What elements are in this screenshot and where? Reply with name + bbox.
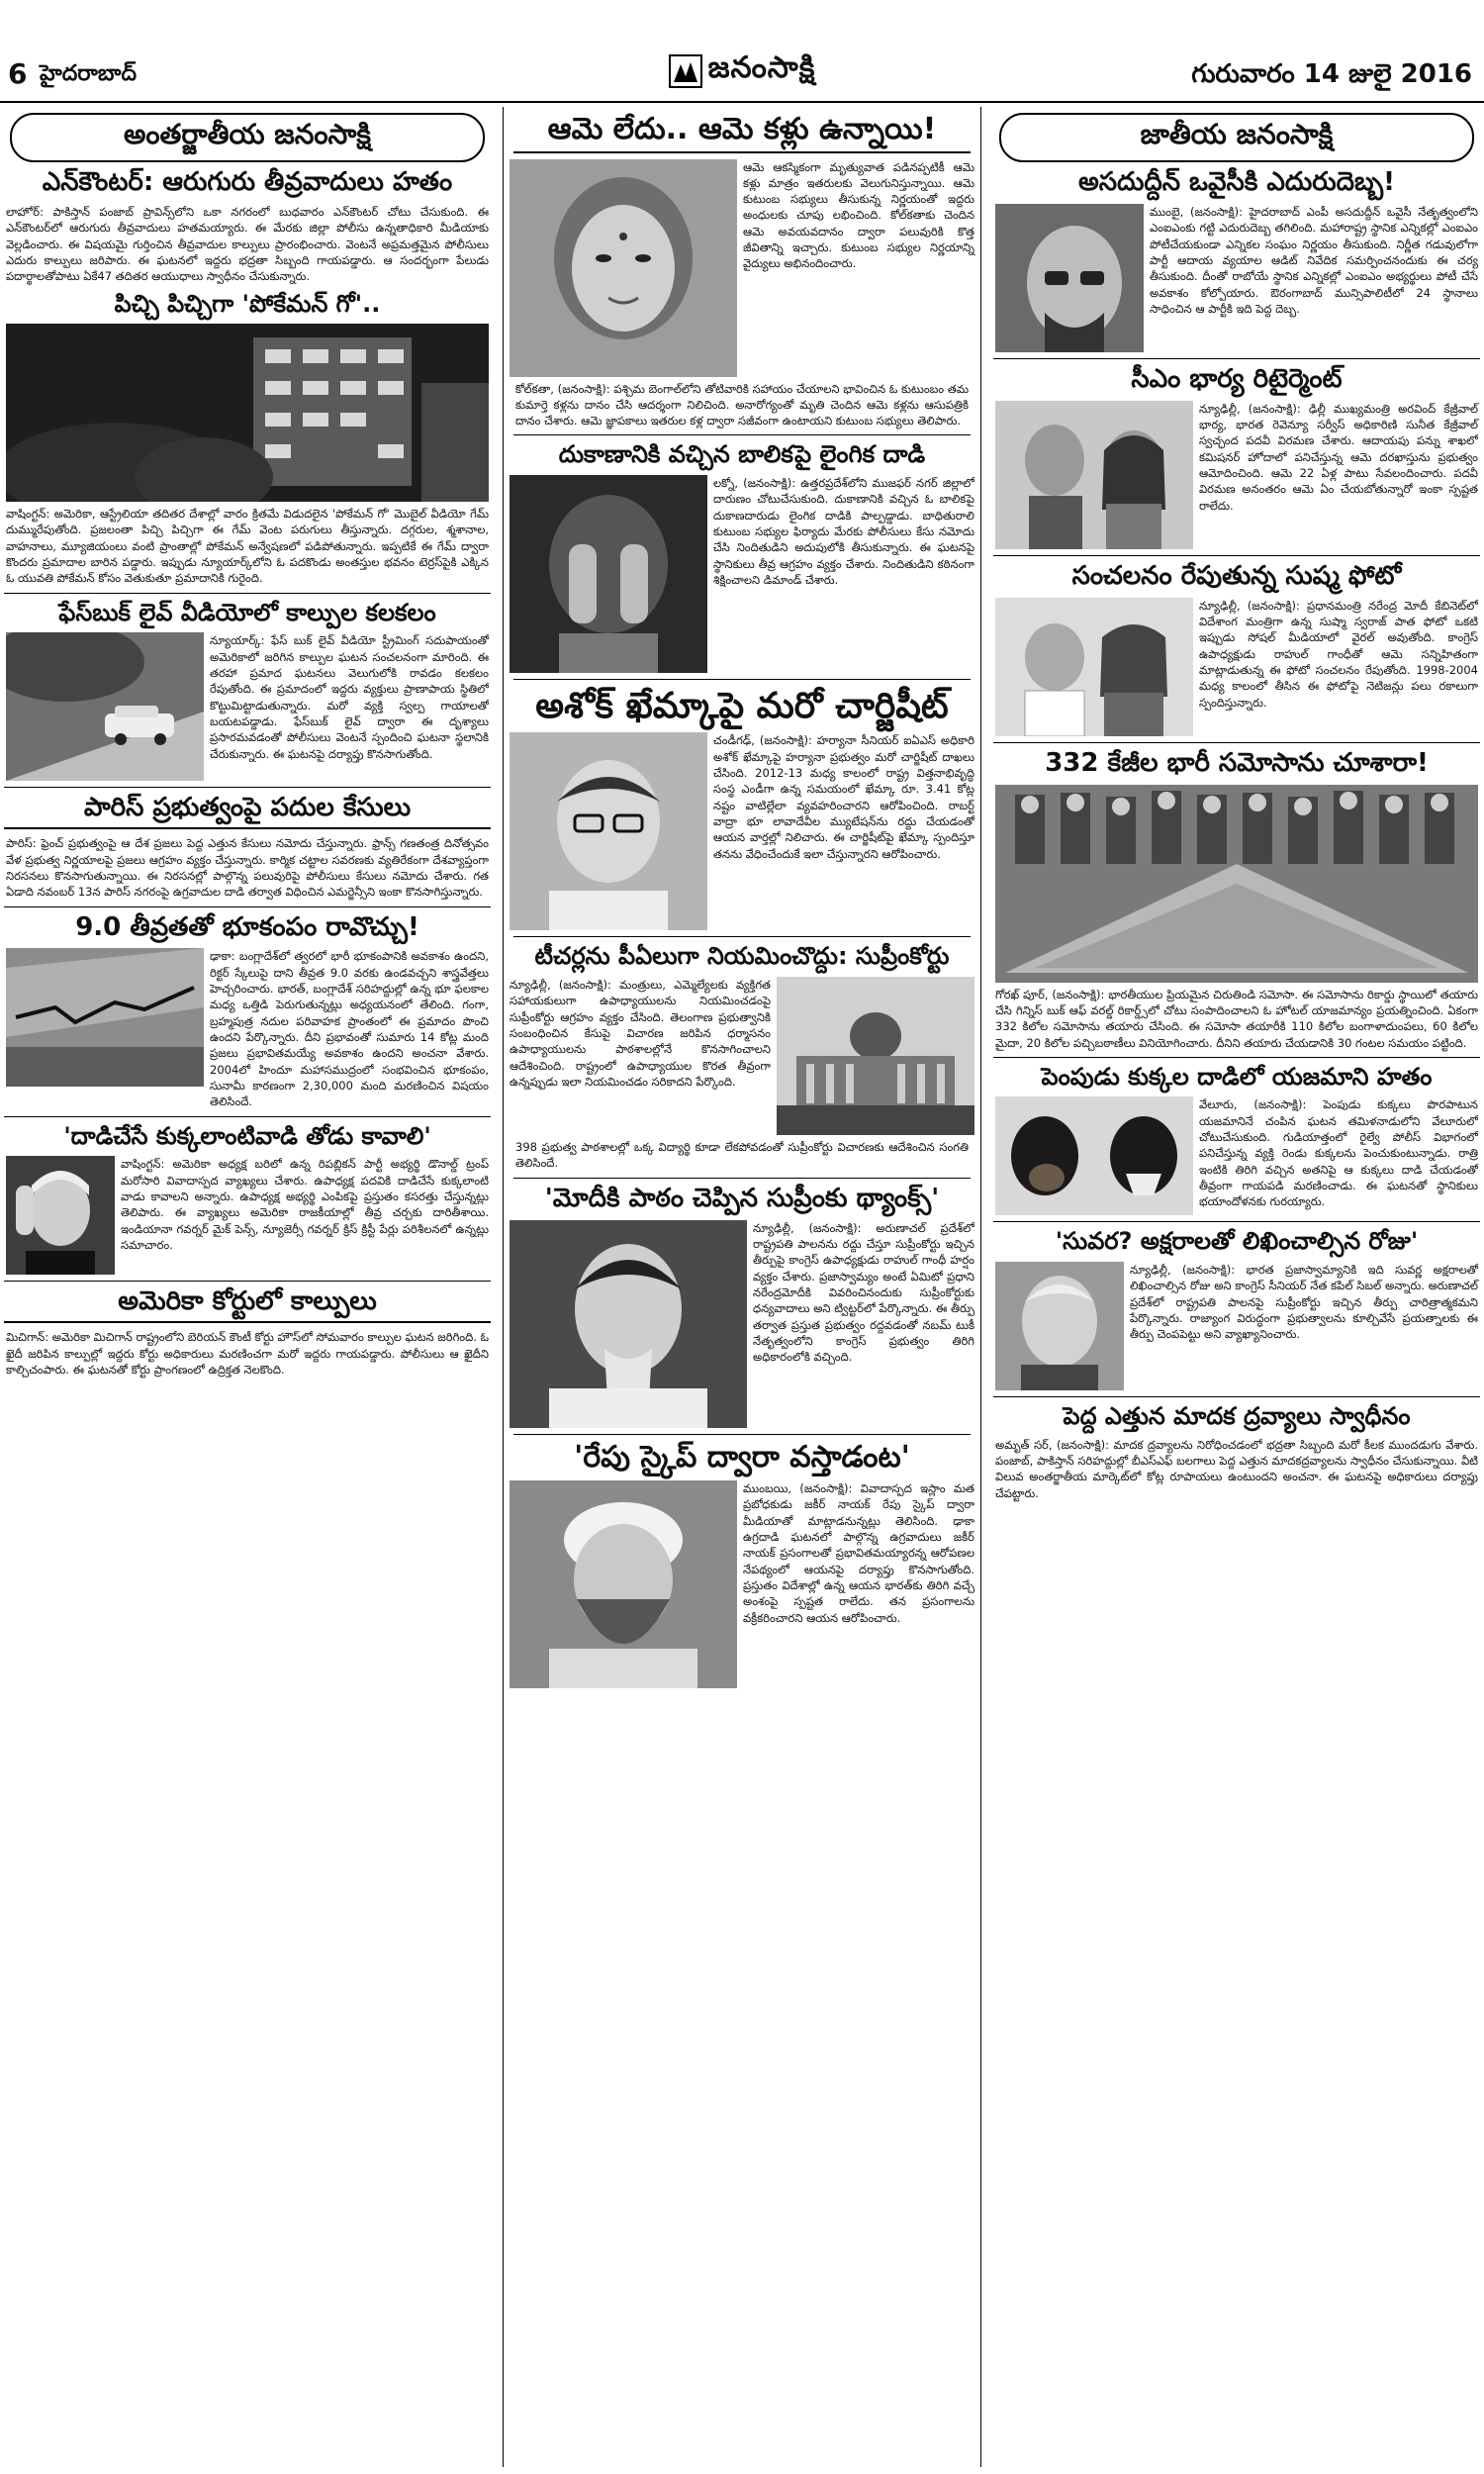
photo-caption: 398 ప్రభుత్వ పాఠశాలల్లో ఒక్క విద్యార్థి కూడా లేకపోవడంతో సుప్రీంకోర్టు విచారణకు ఆదేశించిన సంగతి తెలిసిందే.: [515, 1140, 969, 1171]
article-text: వేలూరు, (జనంసాక్షి): పెంపుడు కుక్కలు పొరపాటున యజమానినే చంపిన ఘటన తమిళనాడులోని వేలూరులో చోటుచేసుకుంది. గుడియాత్తంలో రైల్వే పోలీస్ విభాగంలో పనిచేస్తున్న వ్యక్తి రెండు కుక్కలను పెంచుకుంటున్నాడు. రాత్రి ఇంటికి తిరిగి వచ్చిన అతనిపై ఆ కుక్కలు దాడి చేయడంతో తీవ్రంగా గాయపడి మరణించాడు. ఈ ఘటనతో స్థానికులు భయాందోళనకు గురయ్యారు.: [1199, 1097, 1478, 1209]
article-text: ముంబయి, (జనంసాక్షి): వివాదాస్పద ఇస్లాం మత ప్రబోధకుడు జకీర్ నాయక్ రేపు స్కైప్ ద్వారా మీడియాతో మాట్లాడనున్నట్లు తెలిసింది. ఢాకా ఉగ్రదాడి ఘటనలో పాల్గొన్న ఉగ్రవాదులు జకీర్ నాయక్ ప్రసంగాలతో ప్రభావితమయ్యారన్న ఆరోపణల నేపథ్యంలో ఆయనపై దర్యాప్తు కొనసాగుతోంది. ప్రస్తుతం విదేశాల్లో ఉన్న ఆయన భారత్‌కు తిరిగి వచ్చే అంశంపై స్పష్టత రాలేదు. తన ప్రసంగాలను వక్రీకరించారని ఆయన ఆరోపించారు.: [743, 1481, 974, 1625]
article-text: కోల్‌కతా, (జనంసాక్షి): పశ్చిమ బెంగాల్‌లోని తోటివారికి సహాయం చేయాలని భావించిన ఓ కుటుంబం తమ కుమార్తె కళ్లను దానం చేసి ఆదర్శంగా నిలిచింది. అనారోగ్యంతో మృతి చెందిన ఆమె కళ్లను ఆసుపత్రికి దానం చేశారు. ఆమె జ్ఞాపకాలు ఇతరుల కళ్ల ద్వారా సజీవంగా ఉంటాయని కుటుంబ సభ్యులు తెలిపారు.: [515, 381, 969, 428]
page-number: 6: [8, 57, 28, 90]
building-night-photo: [6, 324, 489, 502]
article-text: న్యూయార్క్: ఫేస్ బుక్ లైవ్ వీడియో స్ట్రీమింగ్ సదుపాయంతో అమెరికాలో జరిగిన కాల్పుల ఘటన సంచలనంగా మారింది. ఈ తరహా ప్రమాద ఘటనలు వెలుగులోకి రావడం కలకలం రేపుతోంది. ఈ ప్రమాదంలో ఇద్దరు వ్యక్తులు ప్రాణాపాయ స్థితిలో కొట్టుమిట్టాడుతున్నారు. మరో వ్యక్తి స్వల్ప గాయాలతో బయటపడ్డాడు. ఫేస్‌బుక్ లైవ్ ద్వారా ఈ దృశ్యాలు ప్రసారమవడంతో పోలీసులు వెంటనే స్పందించి ఘటనా స్థలానికి చేరుకున్నారు. ఈ ఘటనపై దర్యాప్తు కొనసాగుతోంది.: [210, 633, 489, 761]
rahul-gandhi-photo: [510, 1220, 747, 1428]
police-car-photo: [6, 632, 204, 781]
logo-emblem-icon: [669, 54, 702, 88]
article-headline: ఎన్‌కౌంటర్: ఆరుగురు తీవ్రవాదులు హతం: [42, 167, 453, 197]
article-headline: 332 కేజీల భారీ సమోసాను చూశారా!: [1045, 747, 1429, 778]
article-text: లాహోర్: పాకిస్తాన్ పంజాబ్ ప్రావిన్స్‌లోని ఒకా నగరంలో బుధవారం ఎన్‌కౌంటర్ చోటు చేసుకుంది. ఈ ఎన్‌కౌంటర్‌లో ఆరుగురు తీవ్రవాదులు హతమయ్యారు. ఈ మేరకు జిల్లా పోలీసు ఉన్నతాధికారి మీడియాకు వెల్లడించారు. ఈ విషయమై గుర్తించిన తీవ్రవాదుల కాల్పులు ప్రారంభించారు. వెంటనే అప్రమత్తమైన పోలీసులు ఎదురు కాల్పులు జరిపారు. ఈ ఘటనలో ఇద్దరు భద్రతా సిబ్బంది గాయపడ్డారు. ఆ సందర్భంగా పేలుడు పదార్థాలతోపాటు ఏకే47 తదితర ఆయుధాలు స్వాధీనం చేసుకున్నారు.: [6, 204, 489, 284]
article-headline: 'మోదీకి పాఠం చెప్పిన సుప్రీంకు థ్యాంక్స్': [544, 1183, 940, 1213]
article-headline: పెంపుడు కుక్కల దాడిలో యజమాని హతం: [1041, 1062, 1433, 1091]
cracked-road-photo: [6, 948, 204, 1087]
article-text: న్యూఢిల్లీ, (జనంసాక్షి): అరుణాచల్ ప్రదేశ్‌లో రాష్ట్రపతి పాలనను రద్దు చేస్తూ సుప్రీంకోర్టు ఇచ్చిన తీర్పుపై కాంగ్రెస్ ఉపాధ్యక్షుడు రాహుల్ గాంధీ హర్షం వ్యక్తం చేశారు. ప్రజాస్వామ్యం అంటే ఏమిటో ప్రధాని నరేంద్రమోదీకి వివరించినందుకు సుప్రీంకోర్టుకు ధన్యవాదాలు అని ట్విట్టర్‌లో పేర్కొన్నారు. ఈ తీర్పు తర్వాత ప్రస్తుత ప్రభుత్వం రద్దవడంతో నబమ్ టుకీ నేతృత్వంలోని కాంగ్రెస్ ప్రభుత్వం తిరిగి అధికారంలోకి వచ్చింది.: [753, 1220, 974, 1365]
article-headline: పారిస్ ప్రభుత్వంపై పదుల కేసులు: [4, 794, 491, 829]
zakir-naik-photo: [510, 1480, 737, 1688]
woman-portrait-photo: [510, 159, 737, 377]
article-text: చండీగఢ్, (జనంసాక్షి): హర్యానా సీనియర్ ఐఏఎస్ అధికారి అశోక్ ఖేమ్కాపై హర్యానా ప్రభుత్వం మరో చార్జిషీట్ దాఖలు చేసింది. 2012-13 మధ్య కాలంలో రాష్ట్ర విత్తనాభివృద్ధి సంస్థ ఎండీగా ఉన్న సమయంలో ఖేమ్కా రూ. 3.41 కోట్ల నష్టం వాటిల్లేలా వ్యవహరించారని ఆరోపించింది. రాబర్ట్ వాద్రా భూ లావాదేవీల మ్యుటేషన్‌ను రద్దు చేయడంతో ఆయన వార్తల్లో నిలిచారు. ఈ చార్జిషీట్‌పై ఖేమ్కా స్పందిస్తూ తనను వేధించేందుకే ఇలా చేస్తున్నారని ఆరోపించారు.: [713, 733, 974, 861]
trump-photo: [6, 1156, 115, 1275]
giant-samosa-photo: [995, 785, 1478, 983]
national-column: [989, 107, 1484, 2467]
article-headline: అసదుద్దీన్ ఒవైసీకి ఎదురుదెబ్బ!: [1077, 167, 1396, 197]
kapil-sibal-photo: [995, 1262, 1124, 1390]
article-text: న్యూఢిల్లీ, (జనంసాక్షి): ఢిల్లీ ముఖ్యమంత్రి అరవింద్ కేజ్రీవాల్ భార్య, భారత రెవెన్యూ సర్వీస్ అధికారిణి సునీత కేజ్రీవాల్ స్వచ్ఛంద పదవీ విరమణ చేశారు. ఆదాయపు పన్ను శాఖలో కమిషనర్ హోదాలో పనిచేస్తున్న ఆమె దరఖాస్తును ప్రభుత్వం ఆమోదించింది. ఆమె 22 ఏళ్ల పాటు సేవలందించారు. పదవీ విరమణ అనంతరం ఆమె ఏం చేయబోతున్నారో ఇంకా స్పష్టత రాలేదు.: [1199, 401, 1478, 513]
international-column: [0, 107, 495, 2467]
distressed-girl-photo: [510, 475, 707, 673]
article-text: గోరఖ్ పూర్, (జనంసాక్షి): భారతీయుల ప్రియమైన చిరుతిండి సమోసా. ఈ సమోసాను రికార్డు స్థాయిలో తయారు చేసి గిన్నిస్ బుక్ ఆఫ్ వరల్డ్ రికార్డ్స్‌లో చోటు సంపాదించాలని ఓ హోటల్ యాజమాన్యం ప్రయత్నించింది. ఏకంగా 332 కిలోల సమోసాను తయారు చేసింది. ఈ సమోసా తయారీకి 110 కిలోల బంగాళాదుంపలు, 60 కిలోల మైదా, 20 కిలోల పచ్చిబఠాణీలు వినియోగించారు. దీనిని తయారు చేయడానికి 30 గంటల సమయం పట్టింది.: [995, 987, 1478, 1050]
article-headline: పిచ్చి పిచ్చిగా 'పోకేమన్ గో'..: [114, 289, 381, 318]
article-text: ముంబై, (జనంసాక్షి): హైదరాబాద్ ఎంపీ అసదుద్దీన్ ఒవైసీ నేతృత్వంలోని ఎంఐఎంకు గట్టి ఎదురుదెబ్బ తగిలింది. మహారాష్ట్ర స్థానిక ఎన్నికల్లో ఎంఐఎం పోటీచేయకుండా ఎన్నికల సంఘం నిర్ణయం తీసుకుంది. నిర్ణీత గడువులోగా పార్టీ ఆదాయ వ్యయాల ఆడిట్ నివేదిక సమర్పించనందుకు ఈ చర్య తీసుకుంది. దీంతో రాబోయే స్థానిక ఎన్నికల్లో ఎంఐఎం అభ్యర్థులు పోటీ చేసే అవకాశం కోల్పోయారు. ఔరంగాబాద్ మున్సిపాలిటీలో 24 స్థానాలు సాధించిన ఆ పార్టీకి ఇది పెద్ద దెబ్బ.: [1150, 204, 1478, 316]
khemka-portrait-photo: [510, 732, 707, 930]
article-headline: 'దాడిచేసే కుక్కలాంటివాడి తోడు కావాలి': [63, 1121, 431, 1150]
article-text: లక్నో, (జనంసాక్షి): ఉత్తరప్రదేశ్‌లోని ముజఫర్ నగర్ జిల్లాలో దారుణం చోటుచేసుకుంది. దుకాణానికి వచ్చిన ఓ బాలికపై దుకాణదారుడు లైంగిక దాడికి పాల్పడ్డాడు. బాధితురాలి కుటుంబ సభ్యుల ఫిర్యాదు మేరకు పోలీసులు కేసు నమోదు చేసి నిందితుడిని అదుపులోకి తీసుకున్నారు. ఈ ఘటనపై స్థానికులు తీవ్ర ఆగ్రహం వ్యక్తం చేశారు. నిందితుడిని కఠినంగా శిక్షించాలని డిమాండ్ చేశారు.: [713, 476, 974, 588]
article-headline: సీఎం భార్య రిటైర్మెంట్: [1131, 363, 1343, 394]
article-headline: అశోక్ ఖేమ్కాపై మరో చార్జిషీట్: [535, 686, 949, 727]
article-headline: 'రేపు స్కైప్ ద్వారా వస్తాడంట': [574, 1439, 910, 1475]
article-text: పారిస్: ఫ్రెంచ్ ప్రభుత్వంపై ఆ దేశ ప్రజలు పెద్ద ఎత్తున కేసులు నమోదు చేస్తున్నారు. ఫ్రాన్స్ గణతంత్ర దినోత్సవం వేళ ప్రభుత్వ నిర్ణయాలపై ప్రజలు ఆగ్రహం వ్యక్తం చేస్తున్నారు. కార్మిక చట్టాల సవరణకు వ్యతిరేకంగా దేశవ్యాప్తంగా నిరసనలు కొనసాగుతున్నాయి. ఈ నిరసనల్లో పాల్గొన్న పలువురిపై పోలీసులు కేసులు నమోదు చేశారు. గత ఏడాది నవంబర్ 13న పారిస్ నగరంపై ఉగ్రవాదుల దాడి తర్వాత విధించిన ఎమర్జెన్సీని ఇంకా కొనసాగిస్తున్నారు.: [6, 836, 489, 900]
article-headline: ఫేస్‌బుక్ లైవ్ వీడియోలో కాల్పుల కలకలం: [58, 598, 436, 626]
owaisi-photo: [995, 204, 1144, 352]
article-headline: 'సువర? అక్షరాలతో లిఖించాల్సిన రోజు': [1055, 1227, 1419, 1256]
article-text: ఆమె ఆకస్మికంగా మృత్యువాత పడినప్పటికీ ఆమె కళ్లు మాత్రం ఇతరులకు వెలుగునిస్తున్నాయి. ఆమె కుటుంబ సభ్యులు తీసుకున్న నిర్ణయంతో ఇద్దరు అంధులకు చూపు లభించింది. కోల్‌కతాకు చెందిన ఆమె అవయవదానం ద్వారా పలువురికి కొత్త జీవితాన్ని ఇచ్చారు. కుటుంబ సభ్యుల నిర్ణయాన్ని వైద్యులు అభినందించారు.: [743, 159, 974, 271]
article-headline: సంచలనం రేపుతున్న సుష్మ ఫోటో: [1071, 560, 1402, 591]
kejriwal-couple-photo: [995, 401, 1193, 549]
article-text: న్యూఢిల్లీ, (జనంసాక్షి): మంత్రులు, ఎమ్మెల్యేలకు వ్యక్తిగత సహాయకులుగా ఉపాధ్యాయులను నియమించడంపై సుప్రీంకోర్టు ఆగ్రహం వ్యక్తం చేసింది. తెలంగాణ ప్రభుత్వానికి సంబంధించిన కేసుపై విచారణ జరిపిన ధర్మాసనం ఉపాధ్యాయులను పాఠశాలల్లోనే కొనసాగించాలని ఆదేశించింది. రాష్ట్రంలో ఉపాధ్యాయుల కొరత తీవ్రంగా ఉన్నప్పుడు ఇలా నియమించడం సరికాదని పేర్కొంది.: [510, 978, 771, 1090]
article-headline: ఆమె లేదు.. ఆమె కళ్లు ఉన్నాయి!: [513, 113, 971, 153]
masthead: [0, 0, 1484, 103]
article-headline: అమెరికా కోర్టులో కాల్పులు: [4, 1287, 491, 1323]
article-text: మిచిగాన్: అమెరికా మిచిగాన్ రాష్ట్రంలోని బెరియన్ కౌంటీ కోర్టు హౌస్‌లో సోమవారం కాల్పుల ఘటన జరిగింది. ఓ ఖైదీ జరిపిన కాల్పుల్లో ఇద్దరు కోర్టు అధికారులు మరణించగా మరో ఇద్దరు గాయపడ్డారు. పోలీసులు ఆ ఖైదీని కాల్చిచంపారు. ఈ ఘటనతో కోర్టు ప్రాంగణంలో ఉద్రిక్తత నెలకొంది.: [6, 1330, 489, 1377]
article-headline: టీచర్లను పీఏలుగా నియమించొద్దు: సుప్రీంకోర్టు: [534, 942, 950, 971]
article-text: న్యూఢిల్లీ, (జనంసాక్షి): భారత ప్రజాస్వామ్యానికి ఇది సువర్ణ అక్షరాలతో లిఖించాల్సిన రోజు అని కాంగ్రెస్ సీనియర్ నేత కపిల్ సిబల్ అన్నారు. అరుణాచల్ ప్రదేశ్‌లో రాష్ట్రపతి పాలనపై సుప్రీంకోర్టు ఇచ్చిన తీర్పు చారిత్రాత్మకమని పేర్కొన్నారు. రాజ్యాంగ విరుద్ధంగా ప్రభుత్వాలను కూల్చివేసే ప్రయత్నాలకు ఈ తీర్పు చెంపపెట్టు అని వ్యాఖ్యానించారు.: [1130, 1263, 1478, 1342]
article-text: వాషింగ్టన్: అమెరికా, ఆస్ట్రేలియా తదితర దేశాల్లో వారం క్రితమే విడుదలైన 'పోకేమన్ గో' మొబైల్ వీడియో గేమ్ దుమ్మురేపుతోంది. ప్రజలంతా పిచ్చి పిచ్చిగా ఈ గేమ్ వెంట పరుగులు తీస్తున్నారు. దగ్గరుల, శ్మశానాల, వాహనాలు, మ్యూజియంలు వంటి ప్రాంతాల్లో పోకేమన్ అన్వేషణలో పడిపోతున్నారు. ఇప్పటికే ఈ గేమ్ ద్వారా కొందరు ప్రమాదాల బారిన పడ్డారు. ఇప్పుడు న్యూయార్క్‌లోని ఓ పదకొండు అంతస్తుల భవనం టెర్రస్‌పైకి ఎక్కిన ఓ యువతి పోకేమన్ కోసం వెతుకుతూ ప్రమాదానికి గురైంది.: [6, 507, 489, 586]
section-banner: జాతీయ జనంసాక్షి: [999, 113, 1474, 162]
article-text: వాషింగ్టన్: అమెరికా అధ్యక్ష బరిలో ఉన్న రిపబ్లికన్ పార్టీ అభ్యర్థి డొనాల్డ్ ట్రంప్ మరోసారి వివాదాస్పద వ్యాఖ్యలు చేశారు. ఉపాధ్యక్ష పదవికి దాడిచేసే కుక్కలాంటి వాడు కావాలని అన్నారు. ఉపాధ్యక్ష అభ్యర్థి ఎంపికపై ప్రస్తుతం కసరత్తు చేస్తున్నట్లు తెలిపారు. ఈ వ్యాఖ్యలు అమెరికా రాజకీయాల్లో తీవ్ర చర్చకు దారితీశాయి. ఇండియానా గవర్నర్ మైక్ పెన్స్, న్యూజెర్సీ గవర్నర్ క్రిస్ క్రిస్టీ పేర్లు పరిశీలనలో ఉన్నట్లు సమాచారం.: [121, 1157, 489, 1252]
paper-name: జనంసాక్షి: [707, 50, 816, 85]
middle-column: [503, 107, 981, 2467]
article-headline: దుకాణానికి వచ్చిన బాలికపై లైంగిక దాడి: [558, 440, 926, 469]
supreme-court-photo: [777, 977, 974, 1135]
article-text: అమృత్ సర్, (జనంసాక్షి): మాదక ద్రవ్యాలను నిరోధించడంలో భద్రతా సిబ్బంది మరో కీలక ముందడుగు వేశారు. పంజాబ్, పాకిస్తాన్ సరిహద్దుల్లో బీఎస్ఎఫ్ బలగాలు పెద్ద ఎత్తున మాదకద్రవ్యాలను స్వాధీనం చేసుకున్నాయి. వీటి విలువ అంతర్జాతీయ మార్కెట్‌లో కోట్ల రూపాయలు ఉంటుందని అంచనా. ఈ ఘటనపై అధికారులు దర్యాప్తు చేపట్టారు.: [995, 1437, 1478, 1500]
article-headline: పెద్ద ఎత్తున మాదక ద్రవ్యాలు స్వాధీనం: [1063, 1402, 1411, 1431]
article-text: న్యూఢిల్లీ, (జనంసాక్షి): ప్రధానమంత్రి నరేంద్ర మోదీ కేబినెట్‌లో విదేశాంగ మంత్రిగా ఉన్న సుష్మా స్వరాజ్ పాత ఫోటో ఒకటి ఇప్పుడు సోషల్ మీడియాలో వైరల్ అవుతోంది. కాంగ్రెస్ ఉపాధ్యక్షుడు రాహుల్ గాంధీతో ఆమె సన్నిహితంగా మాట్లాడుతున్న ఈ ఫోటో సంచలనం రేపుతోంది. 1998-2004 మధ్య కాలంలో తీసిన ఈ ఫోటోపై నెటిజన్లు పలు రకాలుగా స్పందిస్తున్నారు.: [1199, 598, 1478, 710]
page-city: హైదరాబాద్: [40, 61, 137, 86]
issue-date: గురువారం 14 జులై 2016: [1191, 59, 1472, 89]
paper-logo: [613, 49, 871, 93]
section-banner: అంతర్జాతీయ జనంసాక్షి: [10, 113, 485, 162]
article-text: ఢాకా: బంగ్లాదేశ్‌లో త్వరలో భారీ భూకంపానికి అవకాశం ఉందని, రిక్టర్ స్కేలుపై దాని తీవ్రత 9.0 వరకు ఉండవచ్చని శాస్త్రవేత్తలు హెచ్చరించారు. భారత్, బంగ్లాదేశ్ సరిహద్దుల్లో ఉన్న భూ ఫలకాల మధ్య ఒత్తిడి పెరుగుతున్నట్లు అధ్యయనంలో తేలింది. గంగా, బ్రహ్మపుత్ర నదుల పరివాహక ప్రాంతంలో ఈ ప్రమాదం పొంచి ఉందని పేర్కొన్నారు. దీని ప్రభావంతో సుమారు 14 కోట్ల మంది ప్రజలు ప్రభావితమయ్యే అవకాశం ఉందని అంచనా వేశారు. 2004లో హిందూ మహాసముద్రంలో సంభవించిన భూకంపం, సునామీ కారణంగా 2,30,000 మంది మరణించిన విషయం తెలిసిందే.: [210, 949, 489, 1109]
article-headline: 9.0 తీవ్రతతో భూకంపం రావొచ్చు!: [75, 911, 419, 942]
sushma-rahul-photo: [995, 598, 1193, 736]
rottweiler-photo: [995, 1096, 1193, 1215]
